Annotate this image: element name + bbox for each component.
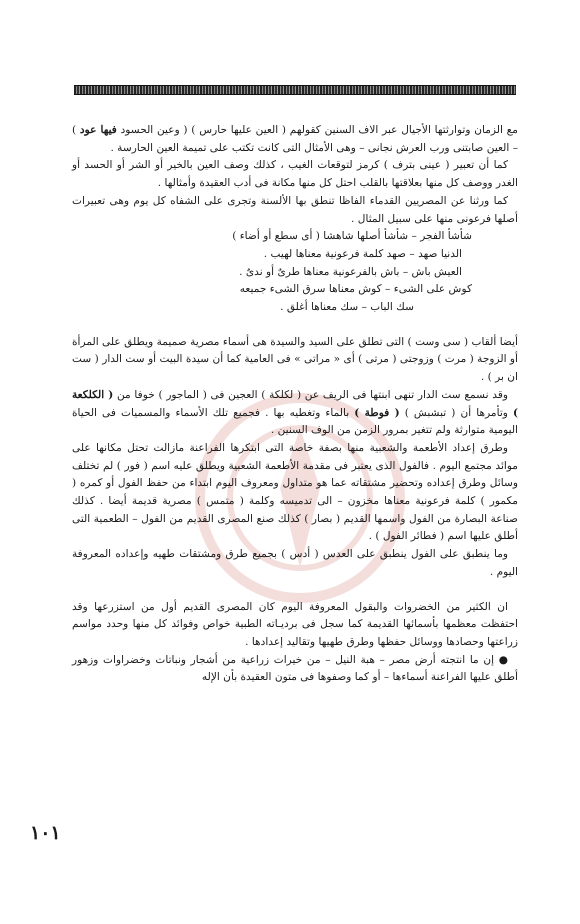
paragraph-5-text-a: وقد نسمع ست الدار تنهى ابنتها فى الريف عن ( لكلكة ) العجين فى ( الماجور ) خوفا من: [116, 388, 509, 401]
paragraph-2: كما أن تعبير ( عينى بترف ) كرمز لتوقعات الغيب ، كذلك وصف العين بالخير أو الشر أو الحسد أو الغدر ووصف كل منها بعلاقتها بالقلب احتل كل منها مكانة فى أدب العقيدة وأمثالها .: [72, 159, 518, 190]
paragraph-5: [72, 387, 518, 440]
example-item: كوش على الشىء – كوش معناها سرق الشىء جميعه: [239, 283, 472, 296]
example-item: الدنيا صهد – صهد كلمة فرعونية معناها لهيب .: [263, 247, 462, 260]
examples-list: [72, 228, 518, 317]
paragraph-8: ان الكثير من الخضروات والبقول المعروفة اليوم كان المصرى القديم أول من استزرعها وقد احتفظت معظمها بأسمائها القديمة كما سجل فى برديـاته الطبية خواص وفوائد كل منها وحدد مواسم زراعتها وحصادها ووسائل حفظها وطرق طهيها وتقاليد إعدادها .: [72, 600, 518, 648]
paragraph-7: وما ينطبق على الفول ينطبق على العدس ( أدس ) بجميع طرق ومشتقات طهيه وإعداده المعروفة اليوم .: [72, 548, 518, 578]
paragraph-1: [72, 122, 518, 157]
page-number: ١٠١: [30, 822, 61, 844]
paragraph-9: ● إن ما انتجته أرض مصر – هبة النيل – من خيرات زراعية من أشجار ونباتات وخضراوات وزهور أطلق عليها الفراعنة أسماءها – أو كما وصفوها فى متون العقيدة بأن الإله: [72, 653, 518, 684]
paragraph-6: وطرق إعداد الأطعمة والشعبية منها بصفة خاصة التى ابتكرها الفراعنة مازالت تحتل مكانها على موائد مجتمع اليوم . فالفول الذى يعتبر فى مقدمة الأطعمة الشعبية ويطلق عليه اسم ( فور ) لم تختلف وسائل وطرق إعداده وتحضير مشتقاته عما هو متداول ومعروف اليوم ابتداء من حفظ الفول أو كمره ( مكمور ) كلمة فرعونية معناها مخزون – الى تدميسه وكلمة ( متمس ) مصرية قديمة أيضا . كذلك صناعة البصارة من الفول واسمها القديم ( بصار ) كذلك صنع المصرى القديم من الفول – الطعمية التى أطلق عليها اسم ( فطائر الفول ) .: [72, 441, 518, 543]
example-item: شأشأ الفجر – شأشأ أصلها شاهشا ( أى سطع أو أضاء ): [232, 230, 472, 243]
paragraph-5-text-b: وتأمرها أن ( تبشبش ): [404, 406, 508, 419]
paragraph-5-bold-b: ( فوطة ): [354, 406, 400, 419]
article-body: [72, 122, 518, 687]
example-item: العيش باش – باش بالفرعونية معناها طرىٌ أو ندىٌ .: [239, 265, 462, 278]
paragraph-4: أيضا ألقاب ( سى وست ) التى تطلق على السيد والسيدة هى أسماء مصرية صميمة ويطلق على المرأة أو الزوجة ( مرت ) وزوجتى ( مرتى ) أى « مراتى » فى العامية كما أن سيدة البيت أو ست الدار ( ست ان بر ) .: [72, 335, 518, 384]
header-ornament-rule: [74, 85, 516, 95]
example-item: سك الباب – سك معناها أغلق .: [280, 301, 414, 314]
paragraph-5-text-c: بالماء وتغطيه بها . فجميع تلك الأسماء والمسميات فى الحياة اليومية متوارثة ولم تتغير بمرور الزمن من الوف السنين .: [72, 406, 518, 437]
paragraph-1-text-b: ) – العين صابتنى ورب العرش نجانى – وهى الأمثال التى كانت تكتب على تميمة العين الحارسة .: [72, 124, 518, 154]
paragraph-3: كما ورثنا عن المصريين القدماء الفاظا تنطق بها الألسنة وتجرى على الشفاه كل يوم وهى تعبيرات أصلها فرعونى منها على سبيل المثال .: [72, 194, 518, 225]
paragraph-1-text-a: مع الزمان وتوارثتها الأجيال عبر الاف السنين كقولهم ( العين عليها حارس ) ( وعين الحسود: [120, 124, 518, 136]
paragraph-5-bold-a: ( الكلكعة ): [72, 388, 518, 419]
paragraph-1-bold: فيها عود: [79, 124, 117, 136]
